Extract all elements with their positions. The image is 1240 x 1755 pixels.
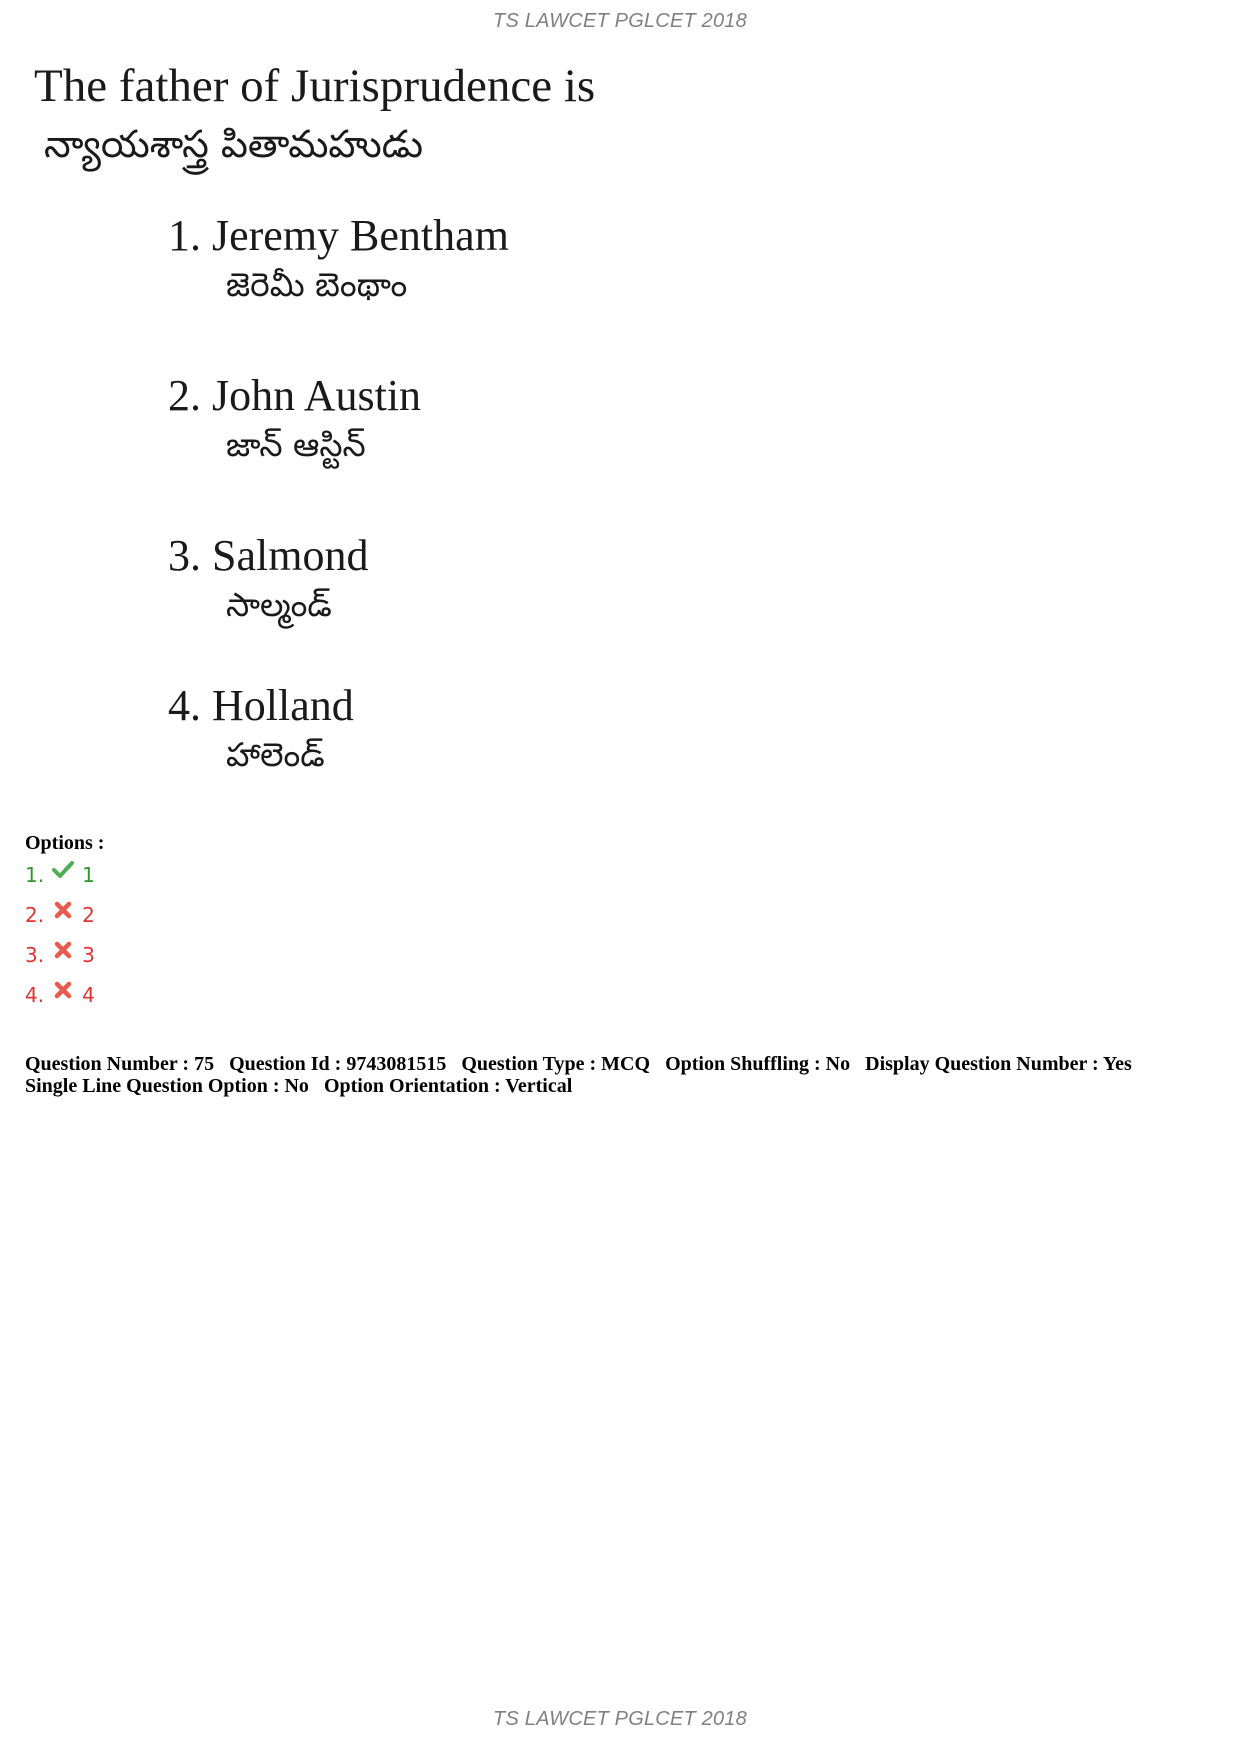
check-icon (52, 859, 74, 881)
options-title: Options : (25, 832, 105, 854)
option-1-value: 1 (82, 863, 95, 887)
option-shuffling: Option Shuffling : No (665, 1053, 851, 1075)
option-2-index: 2. (25, 903, 45, 927)
question-text-english: The father of Jurisprudence is (34, 60, 596, 112)
metadata-line-2 (25, 1075, 1225, 1097)
choice-2-telugu: జాన్ ఆస్టిన్ (226, 424, 366, 464)
page-header: TS LAWCET PGLCET 2018 (493, 10, 747, 32)
option-2 (25, 900, 95, 930)
choice-4-english: 4. Holland (168, 681, 354, 730)
option-3 (25, 940, 95, 970)
option-3-value: 3 (82, 943, 95, 967)
choice-1-english: 1. Jeremy Bentham (168, 211, 509, 260)
choice-4-telugu: హాలెండ్ (226, 734, 325, 774)
display-question-number: Display Question Number : Yes (865, 1053, 1132, 1075)
option-orientation: Option Orientation : Vertical (323, 1075, 573, 1097)
option-3-index: 3. (25, 943, 45, 967)
choice-3-telugu: సాల్మండ్ (226, 584, 332, 624)
cross-icon (52, 979, 74, 1001)
option-1 (25, 860, 95, 890)
cross-icon (52, 899, 74, 921)
page-footer: TS LAWCET PGLCET 2018 (493, 1708, 747, 1730)
choice-3 (168, 530, 368, 627)
choice-3-english: 3. Salmond (168, 531, 369, 580)
choice-4 (168, 680, 354, 777)
question-image (30, 58, 630, 803)
metadata-line-1 (25, 1053, 1225, 1075)
option-1-index: 1. (25, 863, 45, 887)
question-text-telugu: న్యాయశాస్త్ర పితామహుడు (44, 122, 424, 166)
single-line-question-option: Single Line Question Option : No (25, 1075, 309, 1097)
choice-1 (168, 210, 509, 307)
option-2-value: 2 (82, 903, 95, 927)
choice-2-english: 2. John Austin (168, 371, 422, 420)
choice-1-telugu: జెరెమీ బెంథాం (226, 264, 408, 304)
cross-icon (52, 939, 74, 961)
question-id: Question Id : 9743081515 (229, 1053, 447, 1075)
choice-2 (168, 370, 421, 467)
option-4-value: 4 (82, 983, 95, 1007)
question-metadata (25, 1053, 1225, 1097)
option-4 (25, 980, 95, 1010)
question-number: Question Number : 75 (25, 1053, 215, 1075)
question-type: Question Type : MCQ (461, 1053, 651, 1075)
option-4-index: 4. (25, 983, 45, 1007)
